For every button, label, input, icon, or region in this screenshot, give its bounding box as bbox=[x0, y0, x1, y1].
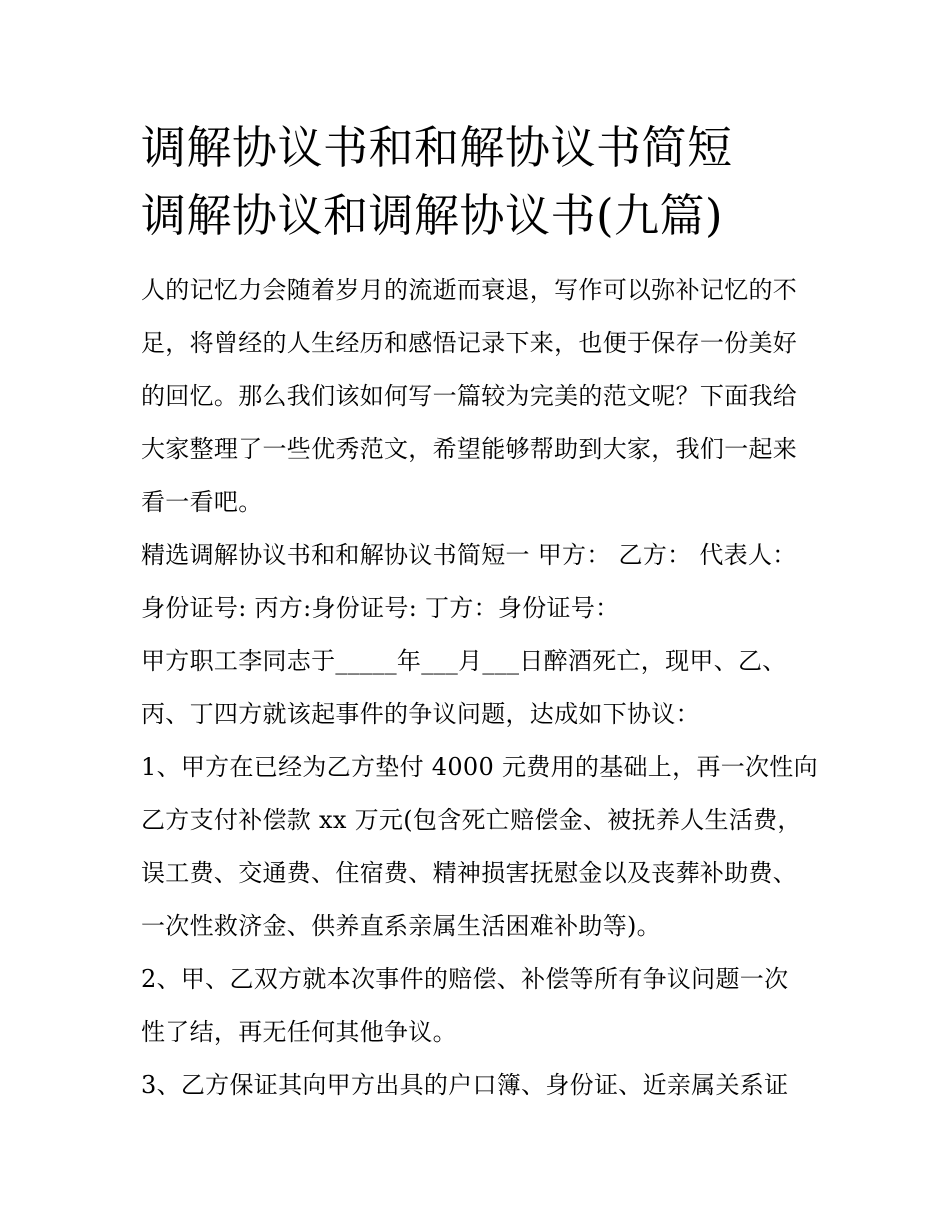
clause-3 bbox=[141, 1059, 821, 1112]
text-line: 足，将曾经的人生经历和感悟记录下来，也便于保存一份美好 bbox=[141, 329, 798, 357]
text-line: 3、乙方保证其向甲方出具的户口簿、身份证、近亲属关系证 bbox=[141, 1071, 789, 1099]
title-line: 调解协议书和和解协议书简短 bbox=[141, 121, 733, 174]
text-line: 误工费、交通费、住宿费、精神损害抚慰金以及丧葬补助费、 bbox=[141, 859, 798, 887]
clause-2 bbox=[141, 953, 821, 1059]
parties-paragraph bbox=[141, 529, 821, 635]
text-line: 1、甲方在已经为乙方垫付 4000 元费用的基础上，再一次性向 bbox=[141, 753, 818, 781]
text-line: 甲方职工李同志于_____年___月___日醉酒死亡，现甲、乙、 bbox=[141, 647, 787, 675]
intro-paragraph bbox=[141, 264, 821, 529]
title-line: 调解协议和调解协议书(九篇) bbox=[141, 189, 724, 242]
text-line: 乙方支付补偿款 xx 万元(包含死亡赔偿金、被抚养人生活费， bbox=[141, 806, 802, 834]
text-line: 看一看吧。 bbox=[141, 488, 263, 516]
clause-1 bbox=[141, 741, 821, 953]
text-line: 2、甲、乙双方就本次事件的赔偿、补偿等所有争议问题一次 bbox=[141, 965, 789, 993]
text-line: 身份证号: 丙方:身份证号: 丁方：身份证号： bbox=[141, 594, 620, 622]
text-line: 大家整理了一些优秀范文，希望能够帮助到大家，我们一起来 bbox=[141, 435, 798, 463]
preamble-paragraph bbox=[141, 635, 821, 741]
text-line: 的回忆。那么我们该如何写一篇较为完美的范文呢？下面我给 bbox=[141, 382, 798, 410]
text-line: 精选调解协议书和和解协议书简短一 甲方： 乙方： 代表人： bbox=[141, 541, 797, 569]
document-body bbox=[141, 114, 821, 1112]
text-line: 人的记忆力会随着岁月的流逝而衰退，写作可以弥补记忆的不 bbox=[141, 276, 798, 304]
document-title bbox=[141, 114, 821, 250]
text-line: 丙、丁四方就该起事件的争议问题，达成如下协议： bbox=[141, 700, 700, 728]
text-line: 一次性救济金、供养直系亲属生活困难补助等)。 bbox=[141, 912, 661, 940]
text-line: 性了结，再无任何其他争议。 bbox=[141, 1018, 457, 1046]
